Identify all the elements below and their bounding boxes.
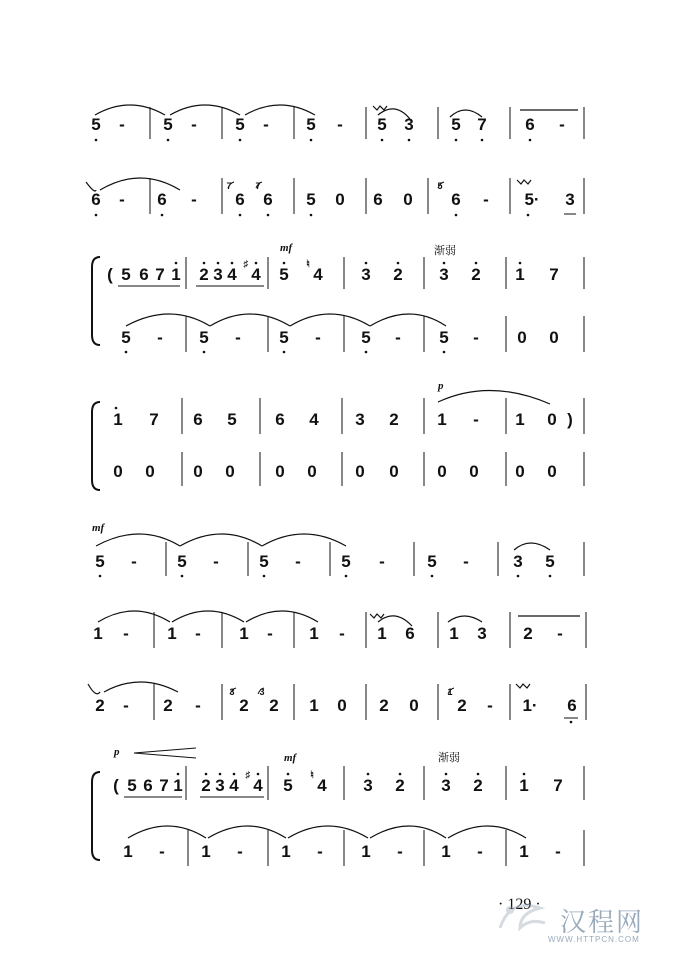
staff-line-3-lower (0, 328, 679, 368)
note: 5 (283, 776, 293, 795)
line-4-lower-barlines (0, 462, 679, 502)
rest: 0 (145, 462, 155, 481)
note: 6 (193, 410, 203, 429)
rest: 0 (307, 462, 317, 481)
rest: 0 (403, 190, 413, 209)
sharp-sign: ♯ (245, 770, 251, 781)
dash: - (191, 190, 197, 209)
grace-note: 1 (447, 687, 453, 697)
note: 1 (171, 265, 181, 284)
dash: - (477, 842, 483, 861)
note: 5 (306, 115, 316, 134)
note: 5 (91, 115, 101, 134)
dash: - (487, 696, 493, 715)
note: 5 (163, 115, 173, 134)
note: 3 (215, 776, 225, 795)
note: 6 (451, 190, 461, 209)
note: 3 (213, 265, 223, 284)
dash: - (123, 624, 129, 643)
note: 1 (309, 624, 319, 643)
note: 2 (201, 776, 211, 795)
natural-sign: ♮ (310, 770, 314, 781)
grace-note: 7 (255, 181, 261, 191)
dash: - (131, 552, 137, 571)
note: 7 (549, 265, 559, 284)
dynamic-mf: mf (92, 522, 105, 534)
note: 5 (427, 552, 437, 571)
sharp-sign: ♯ (243, 259, 249, 270)
dash: - (263, 115, 269, 134)
dash: - (237, 842, 243, 861)
note: 4 (251, 265, 261, 284)
staff-line-8-lower (0, 842, 679, 882)
note: 5 (227, 410, 237, 429)
note: 3 (363, 776, 373, 795)
rest: 0 (547, 462, 557, 481)
note: 4 (253, 776, 263, 795)
note: 3 (477, 624, 487, 643)
dash: - (119, 190, 125, 209)
note: 1 (449, 624, 459, 643)
dash: - (379, 552, 385, 571)
note: 3 (439, 265, 449, 284)
note: 7 (149, 410, 159, 429)
note: 5 (361, 328, 371, 347)
note: 2 (395, 776, 405, 795)
dash: - (473, 410, 479, 429)
note: 2 (95, 696, 105, 715)
note: 5 (121, 328, 131, 347)
crescendo-hairpin (130, 746, 200, 760)
staff-line-5 (0, 552, 679, 592)
dash: - (559, 115, 565, 134)
note: 1 (515, 265, 525, 284)
rest: 0 (225, 462, 235, 481)
note: 1 (93, 624, 103, 643)
dash: - (213, 552, 219, 571)
note: 3 (404, 115, 414, 134)
dash: - (483, 190, 489, 209)
note: 1 (515, 410, 525, 429)
dynamic-p: p (438, 380, 444, 392)
staff-line-4-upper (0, 410, 679, 450)
note: 2 (379, 696, 389, 715)
note: 6 (235, 190, 245, 209)
dash: - (557, 624, 563, 643)
dash: - (159, 842, 165, 861)
note: 5 (121, 265, 131, 284)
note: 2 (389, 410, 399, 429)
dynamic-dim: 渐弱 (438, 751, 460, 764)
staff-line-6 (0, 624, 679, 664)
natural-sign: ♮ (306, 259, 310, 270)
paren-open: ( (107, 265, 113, 284)
note: 5 (95, 552, 105, 571)
watermark-text: 汉程网 (560, 908, 645, 938)
note: 4 (313, 265, 323, 284)
note: 1 (519, 776, 529, 795)
dash: - (315, 328, 321, 347)
dash: - (191, 115, 197, 134)
staff-line-4-lower (0, 462, 679, 502)
note: 6 (143, 776, 153, 795)
rest: 0 (335, 190, 345, 209)
rest: 0 (515, 462, 525, 481)
rest: 0 (547, 410, 557, 429)
rest: 0 (355, 462, 365, 481)
note: 5 (279, 265, 289, 284)
dynamic-p: p (114, 746, 120, 758)
dotted-note: 1· (522, 696, 538, 715)
paren-open: ( (113, 776, 119, 795)
note: 1 (519, 842, 529, 861)
grace-note: 7 (226, 181, 232, 191)
dash: - (235, 328, 241, 347)
note: 3 (441, 776, 451, 795)
note: 1 (173, 776, 183, 795)
note: 7 (155, 265, 165, 284)
note: 5 (235, 115, 245, 134)
line-3-upper-marks (0, 265, 679, 305)
grace-note: 3 (259, 687, 265, 697)
rest: 0 (409, 696, 419, 715)
note: 4 (309, 410, 319, 429)
note: 5 (127, 776, 137, 795)
rest: 0 (113, 462, 123, 481)
rest: 0 (437, 462, 447, 481)
dash: - (473, 328, 479, 347)
line-3-lower-marks (0, 328, 679, 368)
rest: 0 (389, 462, 399, 481)
dash: - (157, 328, 163, 347)
note: 6 (275, 410, 285, 429)
staff-line-7 (0, 687, 679, 736)
note: 5 (341, 552, 351, 571)
note: 1 (309, 696, 319, 715)
note: 4 (229, 776, 239, 795)
dynamic-mf: mf (284, 752, 297, 764)
note: 1 (437, 410, 447, 429)
note: 6 (405, 624, 415, 643)
note: 3 (361, 265, 371, 284)
dynamic-dim: 渐弱 (434, 244, 456, 257)
staff-line-2 (0, 181, 679, 230)
note: 5 (545, 552, 555, 571)
note: 3 (565, 190, 575, 209)
note: 5 (306, 190, 316, 209)
note: 1 (113, 410, 123, 429)
dash: - (397, 842, 403, 861)
dash: - (395, 328, 401, 347)
note: 6 (525, 115, 535, 134)
note: 6 (157, 190, 167, 209)
note: 2 (457, 696, 467, 715)
note: 6 (263, 190, 273, 209)
note: 2 (269, 696, 279, 715)
dash: - (267, 624, 273, 643)
note: 5 (439, 328, 449, 347)
note: 2 (239, 696, 249, 715)
rest: 0 (549, 328, 559, 347)
note: 5 (377, 115, 387, 134)
note: 1 (281, 842, 291, 861)
note: 4 (227, 265, 237, 284)
note: 1 (361, 842, 371, 861)
staff-line-3-upper (0, 259, 679, 305)
dynamic-mf: mf (280, 242, 293, 254)
note: 1 (239, 624, 249, 643)
watermark-url: WWW.HTTPCN.COM (548, 935, 640, 944)
note: 5 (451, 115, 461, 134)
page-number: · 129 · (498, 896, 541, 913)
note: 5 (199, 328, 209, 347)
staff-line-1 (0, 115, 679, 155)
note: 7 (159, 776, 169, 795)
rest: 0 (469, 462, 479, 481)
dash: - (555, 842, 561, 861)
note: 6 (139, 265, 149, 284)
note: 6 (373, 190, 383, 209)
note: 4 (317, 776, 327, 795)
note: 2 (471, 265, 481, 284)
staff-line-8-upper (0, 770, 679, 816)
paren-close: ) (567, 410, 573, 429)
note: 1 (167, 624, 177, 643)
dash: - (295, 552, 301, 571)
dash: - (119, 115, 125, 134)
dash: - (317, 842, 323, 861)
note: 7 (553, 776, 563, 795)
note: 1 (441, 842, 451, 861)
note: 1 (377, 624, 387, 643)
dash: - (337, 115, 343, 134)
note: 5 (259, 552, 269, 571)
line-4-upper-marks (0, 410, 679, 450)
note: 5 (177, 552, 187, 571)
rest: 0 (275, 462, 285, 481)
dotted-note: 5· (524, 190, 540, 209)
line-8-lower-marks (0, 842, 679, 882)
note: 1 (123, 842, 133, 861)
rest: 0 (337, 696, 347, 715)
dash: - (195, 696, 201, 715)
note: 1 (201, 842, 211, 861)
rest: 0 (193, 462, 203, 481)
note: 2 (523, 624, 533, 643)
note: 6 (91, 190, 101, 209)
rest: 0 (517, 328, 527, 347)
note: 3 (513, 552, 523, 571)
note: 5 (279, 328, 289, 347)
note: 6 (567, 696, 577, 715)
note: 7 (477, 115, 487, 134)
line-8-upper-marks (0, 776, 679, 816)
grace-note: 5 (437, 181, 443, 191)
note: 3 (355, 410, 365, 429)
note: 2 (199, 265, 209, 284)
dash: - (463, 552, 469, 571)
dash: - (339, 624, 345, 643)
dash: - (195, 624, 201, 643)
dash: - (123, 696, 129, 715)
note: 2 (393, 265, 403, 284)
grace-note: 3 (229, 687, 235, 697)
note: 2 (473, 776, 483, 795)
note: 2 (163, 696, 173, 715)
